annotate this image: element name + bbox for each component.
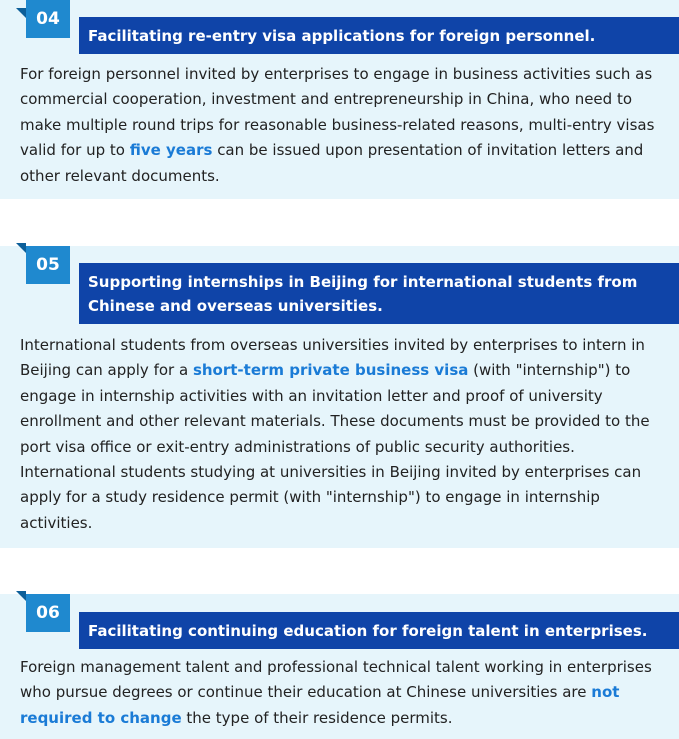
section-title-04: Facilitating re-entry visa applications for foreign personnel. (79, 17, 679, 54)
section-number-06: 06 (26, 594, 70, 632)
highlight-text: short-term private business visa (192, 361, 469, 380)
highlight-text: not required to change (20, 683, 620, 727)
badge-fold-06 (16, 591, 26, 601)
section-title-06: Facilitating continuing education for foreign talent in enterprises. (79, 612, 679, 649)
section-title-05: Supporting internships in Beijing for international students from Chinese and overseas universities. (79, 263, 679, 324)
body-text: International students from overseas universities invited by enterprises to intern in Beijing can apply for a (20, 336, 645, 380)
body-text: Foreign management talent and professional technical talent working in enterprises who pursue degrees or continue their education at Chinese universities are (20, 658, 652, 702)
body-text: For foreign personnel invited by enterprises to engage in business activities such as commercial cooperation, investment and entrepreneurship in China, who need to make multiple round trips for reasonable business-related reasons, multi-entry visas valid for up to (20, 65, 655, 160)
body-text: can be issued upon presentation of invitation letters and other relevant documents. (20, 141, 644, 185)
section-body-04 (20, 62, 663, 189)
section-number-05: 05 (26, 246, 70, 284)
highlight-text: five years (129, 141, 213, 160)
body-text: the type of their residence permits. (181, 708, 453, 727)
section-number-04: 04 (26, 0, 70, 38)
section-body-06 (20, 655, 663, 731)
badge-fold-05 (16, 243, 26, 253)
body-text: (with "internship") to engage in internship activities with an invitation letter and proof of university enrollment and other relevant materials. These documents must be provided to the port visa office or exit-entry administrations of public security authorities. International students studying at universities in Beijing invited by enterprises can apply for a study residence permit (with "internship") to engage in internship activities. (20, 361, 650, 532)
badge-fold-04 (16, 8, 26, 18)
section-body-05 (20, 333, 663, 536)
